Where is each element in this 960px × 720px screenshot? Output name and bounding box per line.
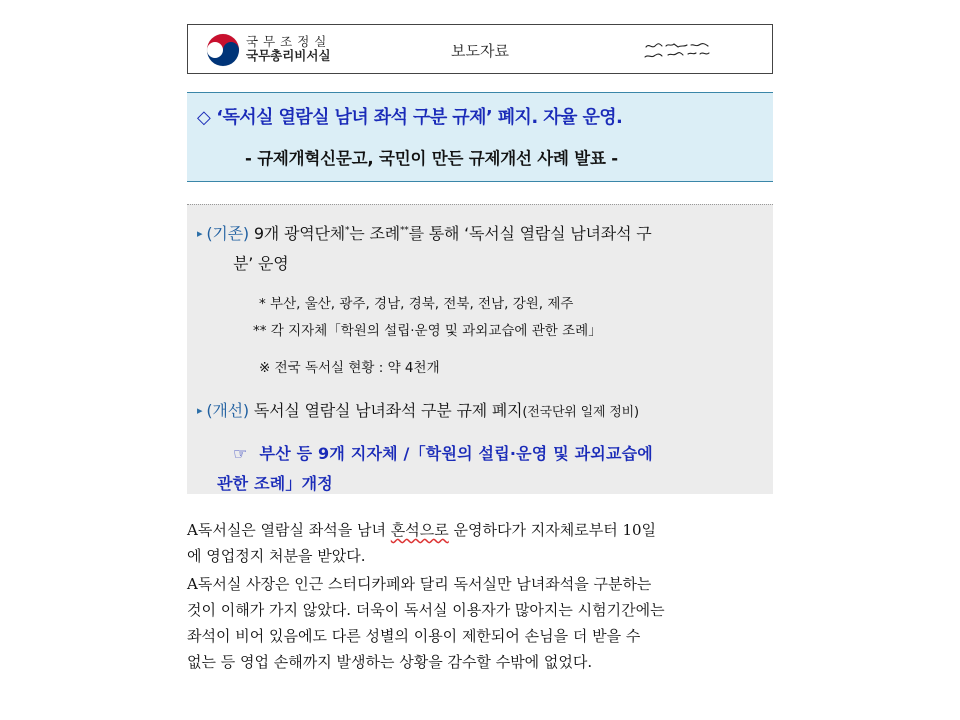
- body-p2-line1: A독서실 사장은 인근 스터디카페와 달리 독서실만 남녀좌석을 구분하는: [187, 575, 652, 593]
- triangle-bullet-icon: ▸: [197, 404, 203, 417]
- after-paren: (전국단위 일제 정비): [522, 405, 639, 420]
- diamond-bullet-icon: ◇: [197, 107, 211, 128]
- triangle-bullet-icon: ▸: [197, 227, 203, 240]
- before-tag: (기존): [206, 224, 249, 243]
- headline-text: ‘독서실 열람실 남녀 좌석 구분 규제’ 폐지. 자율 운영.: [216, 107, 623, 128]
- headline: [197, 103, 622, 129]
- org-name-line2: 국무총리비서실: [246, 48, 331, 63]
- body-p2-line2: 것이 이해가 가지 않았다. 더욱이 독서실 이용자가 많아지는 시험기간에는: [187, 601, 665, 619]
- summary-box: [187, 204, 773, 494]
- subheadline: - 규제개혁신문고, 국민이 만든 규제개선 사례 발표 -: [245, 149, 618, 168]
- body-paragraph-1: [187, 517, 773, 569]
- pointing-hand-icon: ☞: [233, 444, 248, 463]
- note-regions: * 부산, 울산, 광주, 경남, 경북, 전북, 전남, 강원, 제주: [259, 296, 574, 312]
- p1-text-a: A독서실은 열람실 좌석을 남녀: [187, 521, 391, 539]
- before-line-1: [197, 221, 651, 244]
- result-line-2: 관한 조례」개정: [217, 474, 333, 493]
- body-p1-line2: 에 영업정지 처분을 받았다.: [187, 547, 366, 565]
- result-line-1: [233, 441, 653, 464]
- before-text-b: 는 조례: [349, 224, 400, 243]
- result-text-1: 부산 등 9개 지자체 /「학원의 설립·운영 및 과외교습에: [259, 444, 653, 463]
- before-text-c: 를 통해 ‘독서실 열람실 남녀좌석 구: [408, 224, 652, 243]
- p1-underlined-word: 혼석으로: [390, 521, 449, 539]
- footnote-mark-2: **: [399, 225, 409, 236]
- document-type: 보도자료: [451, 42, 509, 60]
- footnote-mark-1: *: [344, 225, 350, 236]
- org-name-line1: 국무조정실: [246, 34, 332, 49]
- before-text-a: 9개 광역단체: [253, 224, 345, 243]
- body-p1-line1: [187, 517, 773, 543]
- after-line: [197, 398, 639, 421]
- press-release-header: [187, 24, 773, 74]
- p1-text-b: 운영하다가 지자체로부터 10일: [448, 521, 657, 539]
- note-ordinance: ** 각 지자체「학원의 설립·운영 및 과외교습에 관한 조례」: [253, 323, 602, 339]
- note-nationwide-count: ※ 전국 독서실 현황 : 약 4천개: [259, 360, 440, 376]
- body-paragraph-2: [187, 571, 773, 675]
- after-text: 독서실 열람실 남녀좌석 구분 규제 폐지: [253, 401, 523, 420]
- title-banner: [187, 92, 773, 182]
- handwritten-slogan-signature: [640, 35, 740, 65]
- after-tag: (개선): [206, 401, 249, 420]
- body-p2-line3: 좌석이 비어 있음에도 다른 성별의 이용이 제한되어 손님을 더 받을 수: [187, 627, 641, 645]
- body-p2-line4: 없는 등 영업 손해까지 발생하는 상황을 감수할 수밖에 없었다.: [187, 653, 593, 671]
- before-line-2: 분’ 운영: [233, 254, 289, 273]
